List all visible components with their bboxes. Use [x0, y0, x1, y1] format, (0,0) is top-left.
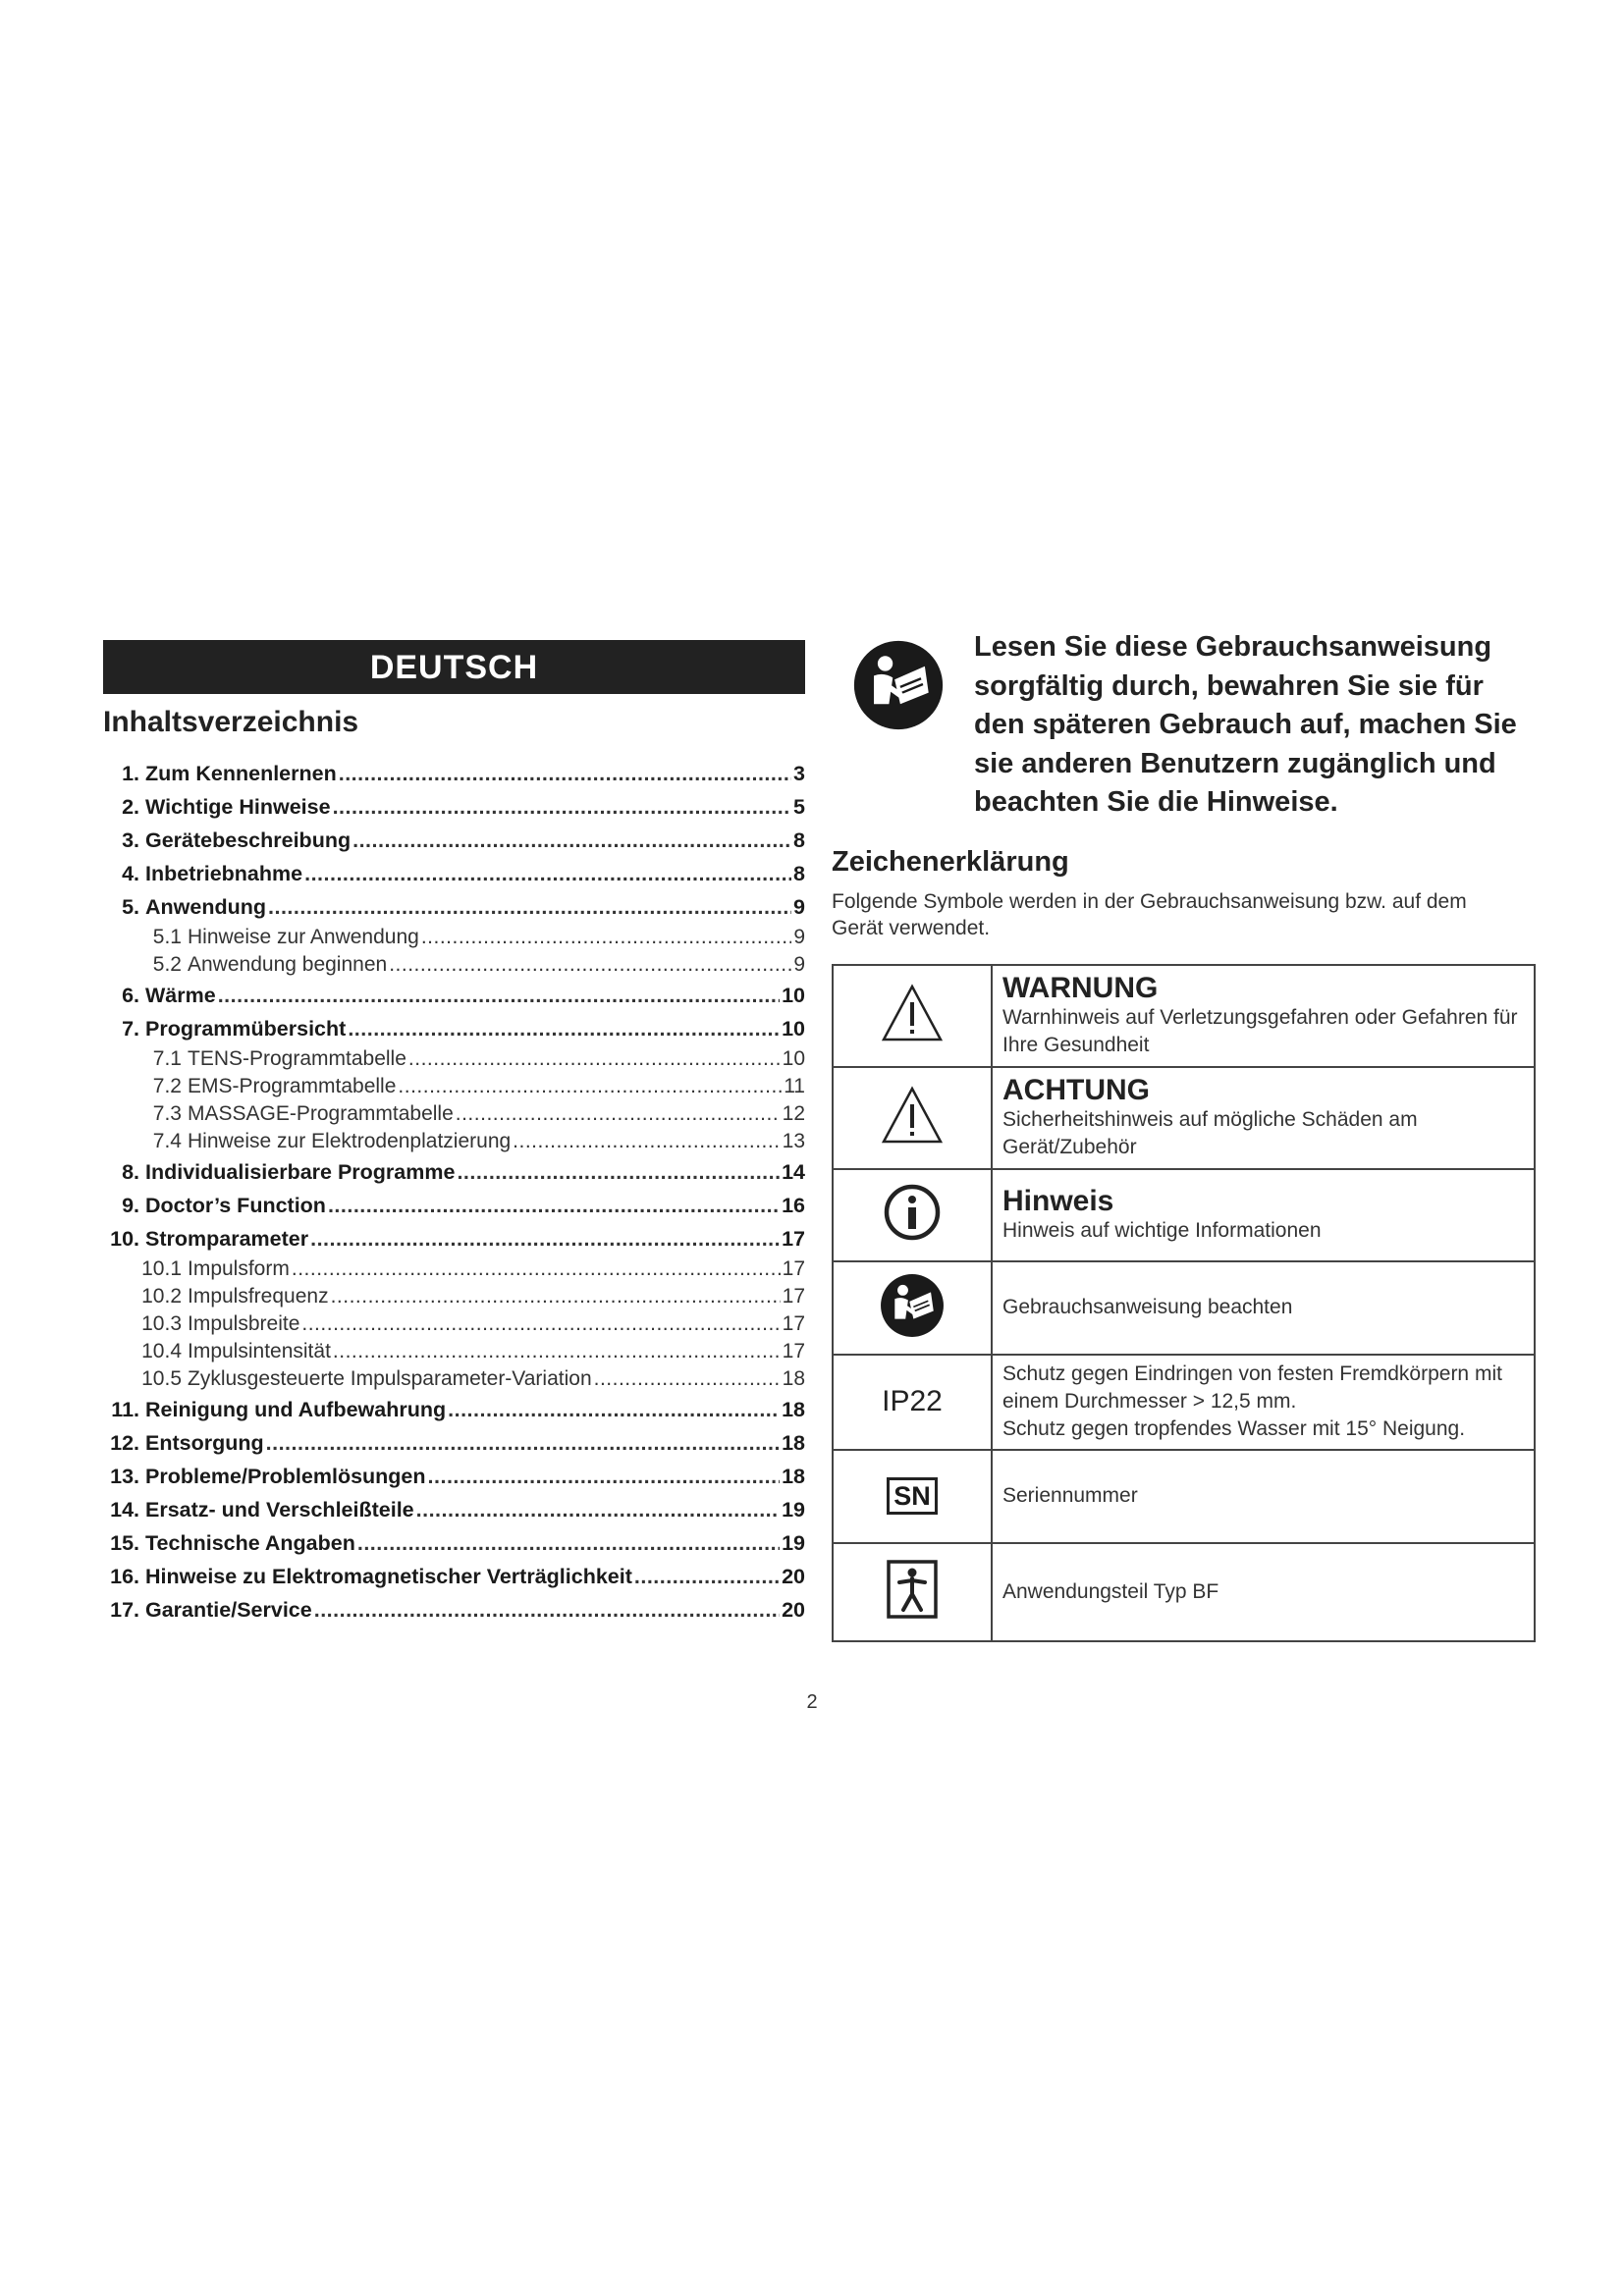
toc-leader-dots: [268, 890, 791, 924]
toc-entry-number: 7.1: [152, 1047, 182, 1070]
toc-leader-dots: [408, 1045, 781, 1073]
toc-entry-page: 9: [793, 926, 805, 948]
right-column: [832, 628, 1539, 1642]
toc-leader-dots: [634, 1560, 780, 1593]
toc-entry-page: 9: [793, 895, 805, 919]
toc-entry-page: 18: [782, 1398, 805, 1421]
table-of-contents: [103, 757, 805, 1627]
toc-entry-title: Anwendung beginnen: [188, 953, 388, 976]
toc-entry-number: 10.5: [141, 1367, 182, 1390]
toc-entry-number: 7.4: [152, 1130, 182, 1152]
toc-leader-dots: [357, 1526, 780, 1560]
toc-leader-dots: [314, 1593, 780, 1627]
toc-entry: [103, 924, 805, 951]
warning-triangle-icon: [833, 965, 992, 1067]
toc-leader-dots: [333, 790, 791, 824]
toc-entry: [103, 1493, 805, 1526]
toc-entry-page: 18: [782, 1431, 805, 1455]
legend-warning-text: Warnhinweis auf Verletzungsgefahren oder Gefahren für Ihre Gesundheit: [1002, 1005, 1518, 1056]
toc-leader-dots: [328, 1189, 780, 1222]
toc-entry-page: 10: [782, 1047, 805, 1070]
toc-entry-number: 17.: [110, 1598, 139, 1622]
toc-leader-dots: [348, 1012, 780, 1045]
toc-entry-page: 11: [784, 1075, 805, 1097]
toc-entry: [103, 1526, 805, 1560]
toc-entry: [103, 1073, 805, 1100]
toc-entry-title: Doctor’s Function: [145, 1194, 326, 1217]
toc-entry: [103, 979, 805, 1012]
toc-entry-number: 4.: [122, 862, 139, 885]
toc-leader-dots: [218, 979, 780, 1012]
toc-entry-number: 5.1: [152, 926, 182, 948]
toc-entry-title: Reinigung und Aufbewahrung: [145, 1398, 447, 1421]
toc-entry-page: 16: [782, 1194, 805, 1217]
toc-entry-page: 20: [782, 1565, 805, 1588]
page-number: 2: [806, 1691, 818, 1713]
toc-entry-title: Ersatz- und Verschleißteile: [145, 1498, 414, 1522]
legend-caution-heading: ACHTUNG: [1002, 1073, 1150, 1106]
toc-entry-title: TENS-Programmtabelle: [188, 1047, 406, 1070]
legend-info-text: Hinweis auf wichtige Informationen: [1002, 1218, 1322, 1242]
toc-entry-title: Entsorgung: [145, 1431, 264, 1455]
toc-entry-title: Wichtige Hinweise: [145, 795, 331, 819]
legend-info-desc: [992, 1169, 1535, 1261]
toc-entry-title: Hinweise zur Anwendung: [188, 926, 419, 948]
toc-entry-page: 20: [782, 1598, 805, 1622]
toc-entry-page: 17: [782, 1312, 805, 1335]
table-row: [833, 1169, 1535, 1261]
toc-entry-number: 11.: [111, 1398, 139, 1421]
toc-entry-title: Hinweise zu Elektromagnetischer Verträglichkeit: [145, 1565, 632, 1588]
toc-entry-title: Wärme: [145, 984, 216, 1007]
intro-text: Lesen Sie diese Gebrauchsanweisung sorgfältig durch, bewahren Sie sie für den späteren Gebrauch auf, machen Sie sie anderen Benutzern zugänglich und beachten Sie die Hinweise.: [974, 631, 1517, 818]
toc-entry-title: Hinweise zur Elektrodenplatzierung: [188, 1130, 512, 1152]
toc-entry: [103, 951, 805, 979]
toc-entry-number: 7.2: [152, 1075, 182, 1097]
toc-entry-title: EMS-Programmtabelle: [188, 1075, 397, 1097]
toc-entry-title: MASSAGE-Programmtabelle: [188, 1102, 454, 1125]
toc-entry-page: 8: [793, 828, 805, 852]
toc-entry: [103, 1012, 805, 1045]
toc-leader-dots: [331, 1283, 781, 1310]
toc-entry: [103, 1128, 805, 1155]
toc-entry: [103, 1222, 805, 1255]
toc-entry: [103, 1393, 805, 1426]
toc-leader-dots: [292, 1255, 781, 1283]
legend-info-heading: Hinweis: [1002, 1184, 1114, 1217]
toc-leader-dots: [389, 951, 791, 979]
serial-number-label: SN: [887, 1477, 938, 1515]
toc-entry-number: 10.: [110, 1227, 139, 1251]
toc-entry-page: 12: [782, 1102, 805, 1125]
legend-warning-desc: [992, 965, 1535, 1067]
toc-leader-dots: [339, 757, 791, 790]
toc-entry: [103, 1283, 805, 1310]
left-column: [103, 640, 805, 1627]
symbol-table: [832, 964, 1536, 1642]
toc-entry-number: 14.: [110, 1498, 139, 1522]
toc-entry-page: 3: [793, 762, 805, 785]
toc-entry-page: 13: [782, 1130, 805, 1152]
toc-entry-number: 2.: [122, 795, 139, 819]
toc-leader-dots: [398, 1073, 782, 1100]
toc-entry-title: Programmübersicht: [145, 1017, 347, 1041]
toc-entry-page: 10: [782, 984, 805, 1007]
toc-leader-dots: [448, 1393, 780, 1426]
intro-block: [832, 628, 1539, 823]
toc-entry-title: Inbetriebnahme: [145, 862, 303, 885]
toc-entry: [103, 1460, 805, 1493]
ip22-text: IP22: [882, 1385, 943, 1417]
toc-entry: [103, 1560, 805, 1593]
toc-entry-title: Zum Kennenlernen: [145, 762, 337, 785]
toc-entry-page: 14: [782, 1160, 805, 1184]
toc-entry: [103, 824, 805, 857]
toc-entry-number: 7.3: [152, 1102, 182, 1125]
toc-entry: [103, 1100, 805, 1128]
toc-entry-number: 13.: [110, 1465, 139, 1488]
legend-sn-desc: Seriennummer: [992, 1450, 1535, 1543]
toc-leader-dots: [333, 1338, 781, 1365]
toc-title: Inhaltsverzeichnis: [103, 706, 359, 738]
toc-leader-dots: [428, 1460, 781, 1493]
table-row: [833, 1067, 1535, 1169]
toc-entry: [103, 1310, 805, 1338]
toc-leader-dots: [304, 857, 791, 890]
toc-leader-dots: [456, 1100, 781, 1128]
toc-entry-page: 18: [782, 1465, 805, 1488]
legend-manual-desc: Gebrauchsanweisung beachten: [992, 1261, 1535, 1355]
toc-entry-page: 17: [782, 1227, 805, 1251]
toc-entry-number: 8.: [122, 1160, 139, 1184]
table-row: [833, 965, 1535, 1067]
type-bf-icon: [833, 1543, 992, 1641]
toc-leader-dots: [513, 1128, 780, 1155]
ip22-label: [833, 1355, 992, 1450]
toc-leader-dots: [421, 924, 792, 951]
toc-entry-title: Gerätebeschreibung: [145, 828, 352, 852]
toc-leader-dots: [457, 1155, 780, 1189]
toc-entry: [103, 1189, 805, 1222]
toc-entry-number: 5.: [122, 895, 139, 919]
table-row: [833, 1355, 1535, 1450]
toc-entry-page: 17: [782, 1285, 805, 1308]
toc-entry-number: 10.3: [141, 1312, 182, 1335]
caution-triangle-icon: [833, 1067, 992, 1169]
toc-entry-page: 19: [782, 1498, 805, 1522]
legend-title: Zeichenerklärung: [832, 845, 1069, 878]
toc-entry: [103, 790, 805, 824]
toc-entry-page: 5: [793, 795, 805, 819]
info-icon: [833, 1169, 992, 1261]
toc-entry-page: 10: [782, 1017, 805, 1041]
toc-entry-title: Zyklusgesteuerte Impulsparameter-Variation: [188, 1367, 592, 1390]
toc-entry-number: 6.: [122, 984, 139, 1007]
toc-entry-number: 7.: [122, 1017, 139, 1041]
toc-entry-number: 10.4: [141, 1340, 182, 1362]
legend-caution-desc: [992, 1067, 1535, 1169]
toc-entry-title: Garantie/Service: [145, 1598, 312, 1622]
toc-entry: [103, 1155, 805, 1189]
serial-number-icon: [833, 1450, 992, 1543]
toc-entry-number: 10.1: [141, 1257, 182, 1280]
toc-entry: [103, 890, 805, 924]
toc-entry-number: 9.: [122, 1194, 139, 1217]
legend-caution-text: Sicherheitshinweis auf mögliche Schäden am Gerät/Zubehör: [1002, 1107, 1418, 1158]
toc-leader-dots: [310, 1222, 780, 1255]
toc-entry-number: 5.2: [152, 953, 182, 976]
toc-leader-dots: [301, 1310, 780, 1338]
toc-leader-dots: [352, 824, 791, 857]
legend-warning-heading: WARNUNG: [1002, 971, 1159, 1004]
toc-leader-dots: [416, 1493, 780, 1526]
toc-leader-dots: [594, 1365, 781, 1393]
toc-entry: [103, 1593, 805, 1627]
toc-entry: [103, 1426, 805, 1460]
legend-ip22-text2: Schutz gegen tropfendes Wasser mit 15° Neigung.: [1002, 1417, 1466, 1440]
toc-entry-number: 15.: [110, 1531, 139, 1555]
toc-entry: [103, 1045, 805, 1073]
toc-entry-title: Anwendung: [145, 895, 267, 919]
toc-entry-page: 8: [793, 862, 805, 885]
toc-entry: [103, 757, 805, 790]
toc-entry-title: Impulsform: [188, 1257, 290, 1280]
toc-entry-page: 18: [782, 1367, 805, 1390]
toc-entry-page: 19: [782, 1531, 805, 1555]
language-banner: DEUTSCH: [103, 640, 805, 694]
toc-entry-title: Impulsbreite: [188, 1312, 300, 1335]
toc-entry-page: 9: [793, 953, 805, 976]
toc-entry: [103, 1255, 805, 1283]
legend-ip22-text: Schutz gegen Eindringen von festen Fremdkörpern mit einem Durchmesser > 12,5 mm.: [1002, 1362, 1502, 1413]
toc-entry-title: Probleme/Problemlösungen: [145, 1465, 426, 1488]
toc-entry: [103, 1365, 805, 1393]
legend-bf-desc: Anwendungsteil Typ BF: [992, 1543, 1535, 1641]
table-row: [833, 1543, 1535, 1641]
read-manual-icon: [833, 1261, 992, 1355]
toc-entry-title: Impulsfrequenz: [188, 1285, 329, 1308]
toc-entry-number: 16.: [110, 1565, 139, 1588]
toc-entry-number: 12.: [110, 1431, 139, 1455]
toc-entry-title: Impulsintensität: [188, 1340, 331, 1362]
toc-entry-title: Individualisierbare Programme: [145, 1160, 456, 1184]
toc-entry-number: 1.: [122, 762, 139, 785]
toc-entry: [103, 1338, 805, 1365]
table-row: [833, 1261, 1535, 1355]
legend-description: Folgende Symbole werden in der Gebrauchsanweisung bzw. auf dem Gerät verwendet.: [832, 889, 1467, 939]
toc-entry-page: 17: [782, 1257, 805, 1280]
toc-entry-title: Technische Angaben: [145, 1531, 355, 1555]
legend-ip22-desc: [992, 1355, 1535, 1450]
toc-entry-title: Stromparameter: [145, 1227, 309, 1251]
toc-entry-page: 17: [782, 1340, 805, 1362]
toc-entry-number: 10.2: [141, 1285, 182, 1308]
read-manual-icon: [832, 628, 949, 737]
toc-entry: [103, 857, 805, 890]
toc-entry-number: 3.: [122, 828, 139, 852]
table-row: [833, 1450, 1535, 1543]
toc-leader-dots: [266, 1426, 780, 1460]
